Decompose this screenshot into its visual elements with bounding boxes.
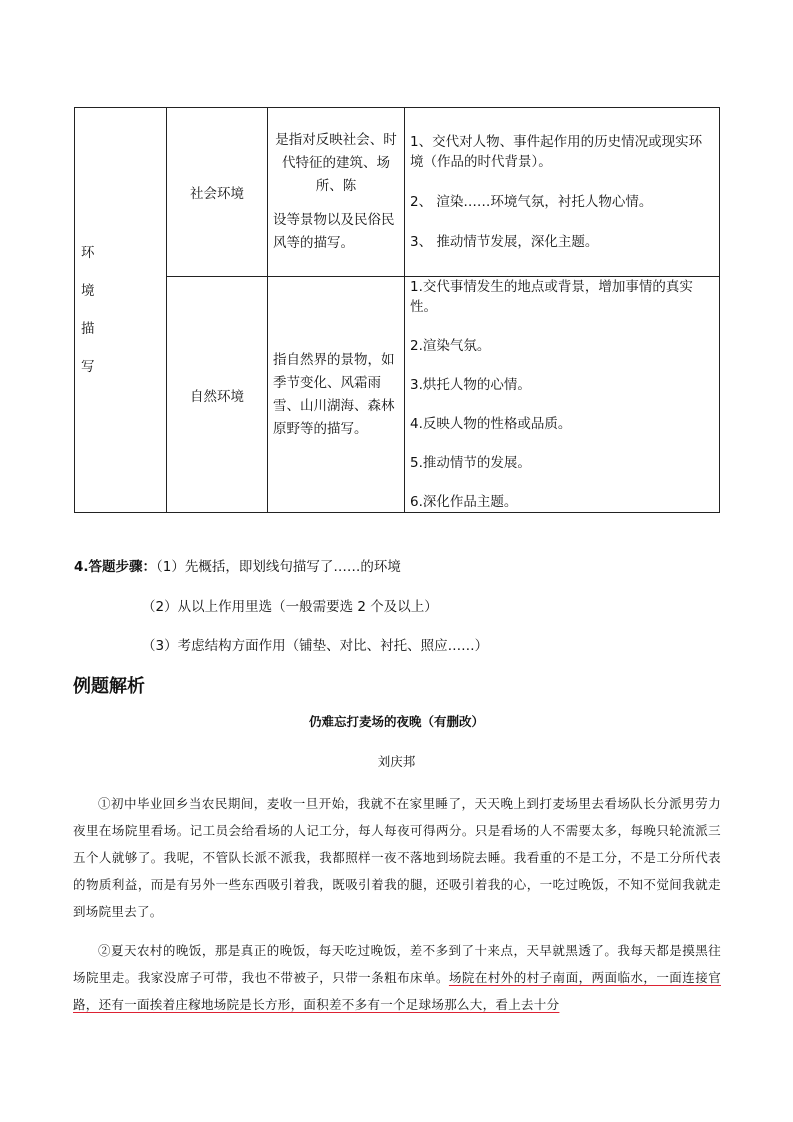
table-row-natural [75,277,720,513]
desc-cell-social [268,108,405,277]
effect-item: 1.交代事情发生的地点或背景，增加事情的真实性。 [410,279,693,315]
environment-description-table [74,107,720,513]
table-row-social [75,108,720,277]
category-cell [75,108,167,513]
underlined-sentence: 场院在村外的村子南面，两面临水，一面连接官路，还有一面挨着庄稼地场院是长方形，面积差不多有一个足球场那么大，看上去十分 [73,970,721,1012]
effect-item: 2.渲染气氛。 [410,338,491,354]
desc-social-part1: 是指对反映社会、时代特征的建筑、场所、陈 [275,132,397,194]
effect-item: 4.反映人物的性格或品质。 [410,416,572,432]
desc-social-part2: 设等景物以及民俗民风等的描写。 [273,212,395,251]
paragraph-2-text: ②夏天农村的晚饭，那是真正的晚饭，每天吃过晚饭，差不多到了十来点，天早就黑透了。我每天都是摸黑往场院里走。我家没席子可带，我也不带被子，只带一条粗布床单。 [73,943,721,985]
category-char: 环 [81,245,95,261]
category-char: 境 [81,283,95,299]
article-paragraph-2 [73,937,721,1018]
article-author: 刘庆邦 [377,754,416,769]
answer-step-1-text: （1）先概括，即划线句描写了……的环境 [156,559,401,575]
answer-step-2: （2）从以上作用里选（一般需要选 2 个及以上） [142,599,438,615]
effect-item: 3.烘托人物的心情。 [410,377,531,393]
effect-item: 6.深化作品主题。 [410,494,518,510]
answer-step-3: （3）考虑结构方面作用（铺垫、对比、衬托、照应……） [142,638,489,654]
type-cell-social: 社会环境 [167,108,268,277]
category-char: 写 [81,359,95,375]
effect-item: 3、 推动情节发展，深化主题。 [410,234,599,250]
example-heading: 例题解析 [73,676,145,697]
effect-item: 1、交代对人物、事件起作用的历史情况或现实环境（作品的时代背景）。 [410,134,703,170]
article-paragraph-1: ①初中毕业回乡当农民期间，麦收一旦开始，我就不在家里睡了，天天晚上到打麦场里去看场队长分派男劳力夜里在场院里看场。记工员会给看场的人记工分，每人每夜可得两分。只是看场的人不需要太多，每晚只轮流派三五个人就够了。我呢，不管队长派不派我，我都照样一夜不落地到场院去睡。我看重的不是工分，不是工分所代表的物质利益，而是有另外一些东西吸引着我，既吸引着我的腿，还吸引着我的心，一吃过晚饭，不知不觉间我就走到场院里去了。 [73,796,721,919]
type-cell-natural: 自然环境 [167,277,268,513]
effect-item: 2、 渲染……环境气氛，衬托人物心情。 [410,194,653,210]
effects-cell-social [405,108,720,277]
answer-step-1 [74,555,401,575]
article-title: 仍难忘打麦场的夜晚（有删改） [308,714,484,729]
desc-cell-natural: 指自然界的景物，如季节变化、风霜雨雪、山川湖海、森林原野等的描写。 [268,277,405,513]
effect-item: 5.推动情节的发展。 [410,455,531,471]
category-char: 描 [81,321,95,337]
answer-steps-label: 4.答题步骤： [74,559,157,575]
effects-cell-natural [405,277,720,513]
